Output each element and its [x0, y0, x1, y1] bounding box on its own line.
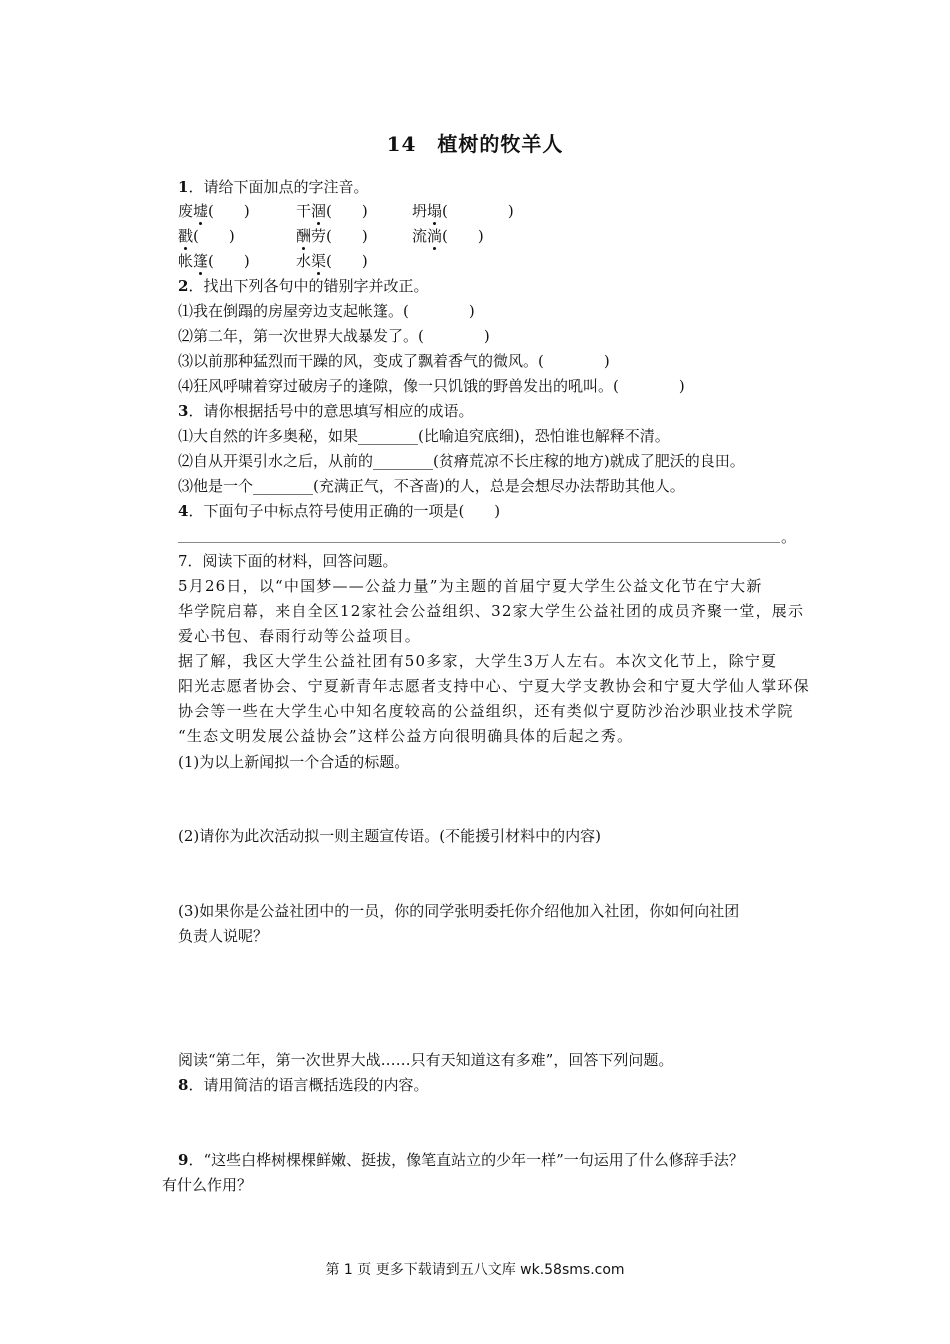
- word-prefix: 流: [412, 227, 428, 245]
- pinyin-blank: ( ): [193, 227, 235, 245]
- q3-number: 3: [178, 402, 189, 420]
- q9-number: 9: [178, 1151, 189, 1169]
- q8-stem: [178, 1075, 428, 1095]
- q2-item-1: ⑴我在倒蹋的房屋旁边支起帐篷。( ): [178, 302, 475, 320]
- answer-line: [178, 542, 780, 543]
- word-prefix: 废: [178, 202, 194, 220]
- word-prefix: 坍: [412, 202, 428, 220]
- dotted-char: 塌: [427, 202, 443, 220]
- q7-sub-1: (1)为以上新闻拟一个合适的标题。: [178, 753, 410, 771]
- answer-line-period: 。: [781, 528, 797, 546]
- q1-row-2: [178, 226, 235, 246]
- pinyin-blank: ( ): [442, 227, 484, 245]
- q1-number: 1: [178, 178, 189, 196]
- dotted-char: 涸: [311, 202, 327, 220]
- dotted-char: 淌: [427, 227, 443, 245]
- q2-stem: [178, 276, 428, 296]
- material-line: 5月26日，以“中国梦——公益力量”为主题的首届宁夏大学生公益文化节在宁大新: [178, 577, 763, 595]
- q2-item-2: ⑵第二年，第一次世界大战暴发了。( ): [178, 327, 490, 345]
- q4-number: 4: [178, 502, 189, 520]
- material-line: “生态文明发展公益协会”这样公益方向很明确具体的后起之秀。: [178, 727, 634, 745]
- q2-text: ．找出下列各句中的错别字并改正。: [188, 277, 429, 295]
- q9-text: ．“这些白桦树棵棵鲜嫩、挺拔，像笔直站立的少年一样”一句运用了什么修辞手法？: [188, 1151, 744, 1169]
- word-prefix: 干: [296, 202, 312, 220]
- q3-stem: [178, 401, 473, 421]
- q3-item-1: ⑴大自然的许多奥秘，如果________(比喻追究底细)，恐怕谁也解释不清。: [178, 427, 670, 445]
- material-line: 据了解，我区大学生公益社团有50多家，大学生3万人左右。本次文化节上，除宁夏: [178, 652, 778, 670]
- pinyin-blank: ( ): [326, 202, 368, 220]
- page-footer: 第 1 页 更多下载请到五八文库 wk.58sms.com: [325, 1262, 625, 1278]
- q8-number: 8: [178, 1076, 189, 1094]
- q1-item: [412, 226, 484, 246]
- material-line: 协会等一些在大学生心中知名度较高的公益组织，还有类似宁夏防沙治沙职业技术学院: [178, 702, 794, 720]
- q1-item: [296, 201, 368, 221]
- q3-text: ．请你根据括号中的意思填写相应的成语。: [188, 402, 474, 420]
- dotted-char: 戳: [178, 227, 194, 245]
- q1-row-3: [178, 251, 250, 271]
- q3-item-3: ⑶他是一个________(充满正气，不吝啬)的人，总是会想尽办法帮助其他人。: [178, 477, 685, 495]
- q1-item: [296, 251, 368, 271]
- pinyin-blank: ( ): [326, 252, 368, 270]
- pinyin-blank: ( ): [208, 252, 250, 270]
- q7-sub-3-line-1: (3)如果你是公益社团中的一员，你的同学张明委托你介绍他加入社团，你如何向社团: [178, 902, 740, 920]
- q4-text: ．下面句子中标点符号使用正确的一项是( ): [188, 502, 501, 520]
- q1-item: [296, 226, 368, 246]
- dotted-char: 篷: [193, 252, 209, 270]
- pinyin-blank: ( ): [442, 202, 514, 220]
- q9-stem: [178, 1150, 744, 1170]
- q9-line-2: 有什么作用？: [162, 1176, 253, 1194]
- q2-item-4: ⑷狂风呼啸着穿过破房子的逢隙，像一只饥饿的野兽发出的吼叫。( ): [178, 377, 685, 395]
- word-prefix: 帐: [178, 252, 194, 270]
- material-line: 华学院启幕，来自全区12家社会公益组织、32家大学生公益社团的成员齐聚一堂，展示: [178, 602, 805, 620]
- dotted-char: 酬: [296, 227, 312, 245]
- q4-stem: [178, 501, 500, 521]
- q7-sub-3-line-2: 负责人说呢？: [178, 927, 269, 945]
- q2-number: 2: [178, 277, 189, 295]
- word-prefix: 水: [296, 252, 312, 270]
- q7-sub-2: (2)请你为此次活动拟一则主题宣传语。(不能援引材料中的内容): [178, 827, 601, 845]
- material-line: 爱心书包、春雨行动等公益项目。: [178, 627, 422, 645]
- q8-text: ．请用简洁的语言概括选段的内容。: [188, 1076, 429, 1094]
- q1-row-1: [178, 201, 250, 221]
- q2-item-3: ⑶以前那种猛烈而干躁的风，变成了飘着香气的微风。( ): [178, 352, 610, 370]
- q1-stem: [178, 177, 368, 197]
- pinyin-blank: ( ): [208, 202, 250, 220]
- material-line: 阳光志愿者协会、宁夏新青年志愿者支持中心、宁夏大学支教协会和宁夏大学仙人掌环保: [178, 677, 810, 695]
- dotted-char: 渠: [311, 252, 327, 270]
- q3-item-2: ⑵自从开渠引水之后，从前的________(贫瘠荒凉不长庄稼的地方)就成了肥沃的良田。: [178, 452, 745, 470]
- q1-text: ．请给下面加点的字注音。: [188, 178, 369, 196]
- dotted-char: 墟: [193, 202, 209, 220]
- q7-stem: 7．阅读下面的材料，回答问题。: [178, 552, 398, 570]
- reading-intro: 阅读“第二年，第一次世界大战……只有天知道这有多难”，回答下列问题。: [178, 1051, 674, 1069]
- page-title: 14 植树的牧羊人: [386, 132, 564, 156]
- q1-item: [412, 201, 514, 221]
- pinyin-blank: 劳( ): [311, 227, 368, 245]
